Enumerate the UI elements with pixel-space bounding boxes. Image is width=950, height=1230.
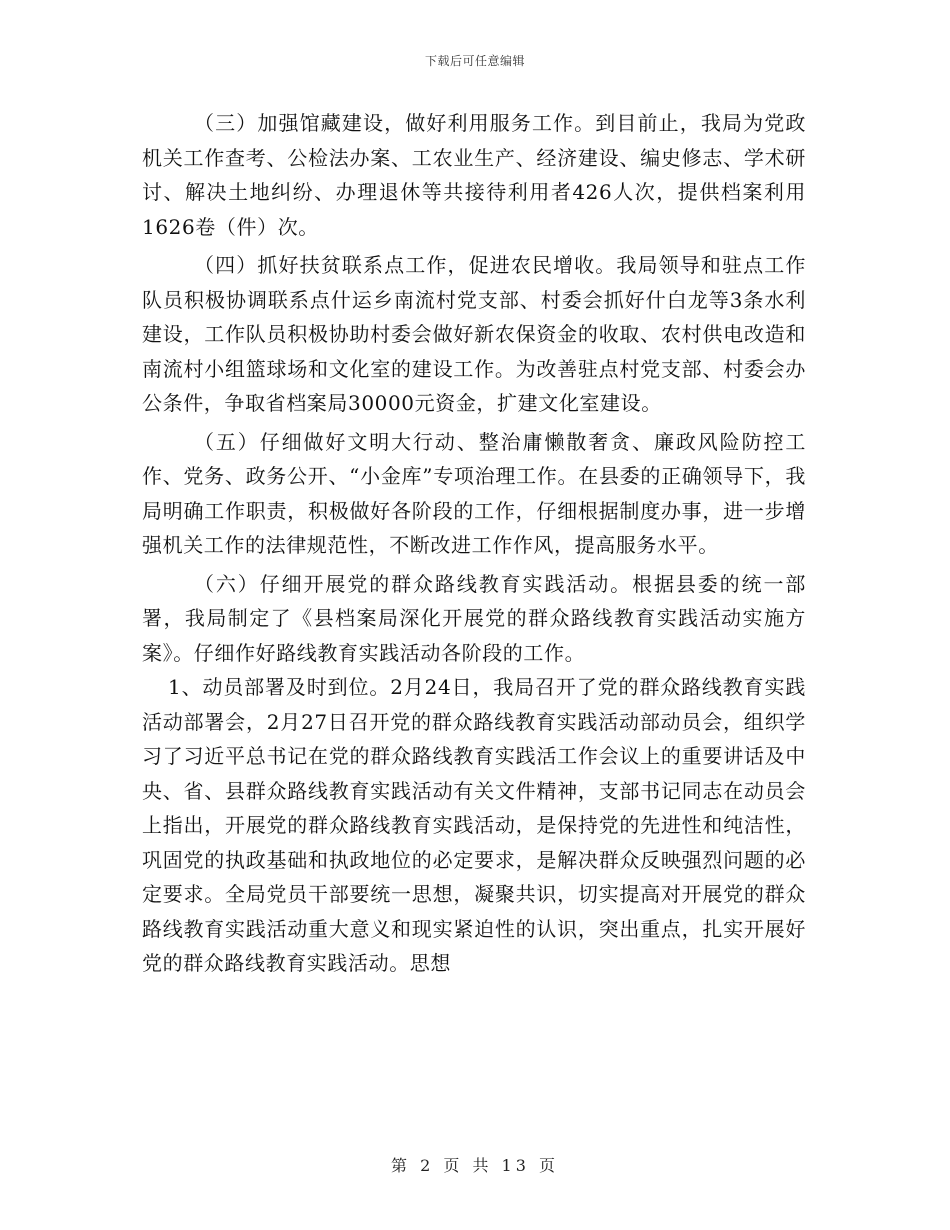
document-body [142,106,806,981]
paragraph-five: （五）仔细做好文明大行动、整治庸懒散奢贪、廉政风险防控工作、党务、政务公开、“小金库”专项治理工作。在县委的正确领导下，我局明确工作职责，积极做好各阶段的工作，仔细根据制度办事，进一步增强机关工作的法律规范性，不断改进工作作风，提高服务水平。 [142,429,806,557]
paragraph-four: （四）抓好扶贫联系点工作，促进农民增收。我局领导和驻点工作队员积极协调联系点什运乡南流村党支部、村委会抓好什白龙等3条水利建设，工作队员积极协助村委会做好新农保资金的收取、农村供电改造和南流村小组篮球场和文化室的建设工作。为改善驻点村党支部、村委会办公条件，争取省档案局30000元资金，扩建文化室建设。 [142,253,806,415]
page-header: 下载后可任意编辑 [424,54,525,68]
paragraph-six: （六）仔细开展党的群众路线教育实践活动。根据县委的统一部署，我局制定了《县档案局深化开展党的群众路线教育实践活动实施方案》。仔细作好路线教育实践活动各阶段的工作。 [142,571,806,665]
page-number: 第 2 页 共 13 页 [391,1156,559,1175]
paragraph-item-one: 1、动员部署及时到位。2月24日，我局召开了党的群众路线教育实践活动部署会，2月27日召开党的群众路线教育实践活动部动员会，组织学习了习近平总书记在党的群众路线教育实践活工作会议上的重要讲话及中央、省、县群众路线教育实践活动有关文件精神，支部书记同志在动员会上指出，开展党的群众路线教育实践活动，是保持党的先进性和纯洁性，巩固党的执政基础和执政地位的必定要求，是解决群众反映强烈问题的必定要求。全局党员干部要统一思想，凝聚共识，切实提高对开展党的群众路线教育实践活动重大意义和现实紧迫性的认识，突出重点，扎实开展好党的群众路线教育实践活动。思想 [142,675,806,975]
paragraph-three: （三）加强馆藏建设，做好利用服务工作。到目前止，我局为党政机关工作查考、公检法办案、工农业生产、经济建设、编史修志、学术研讨、解决土地纠纷、办理退休等共接待利用者426人次，提供档案利用1626卷（件）次。 [142,111,806,239]
